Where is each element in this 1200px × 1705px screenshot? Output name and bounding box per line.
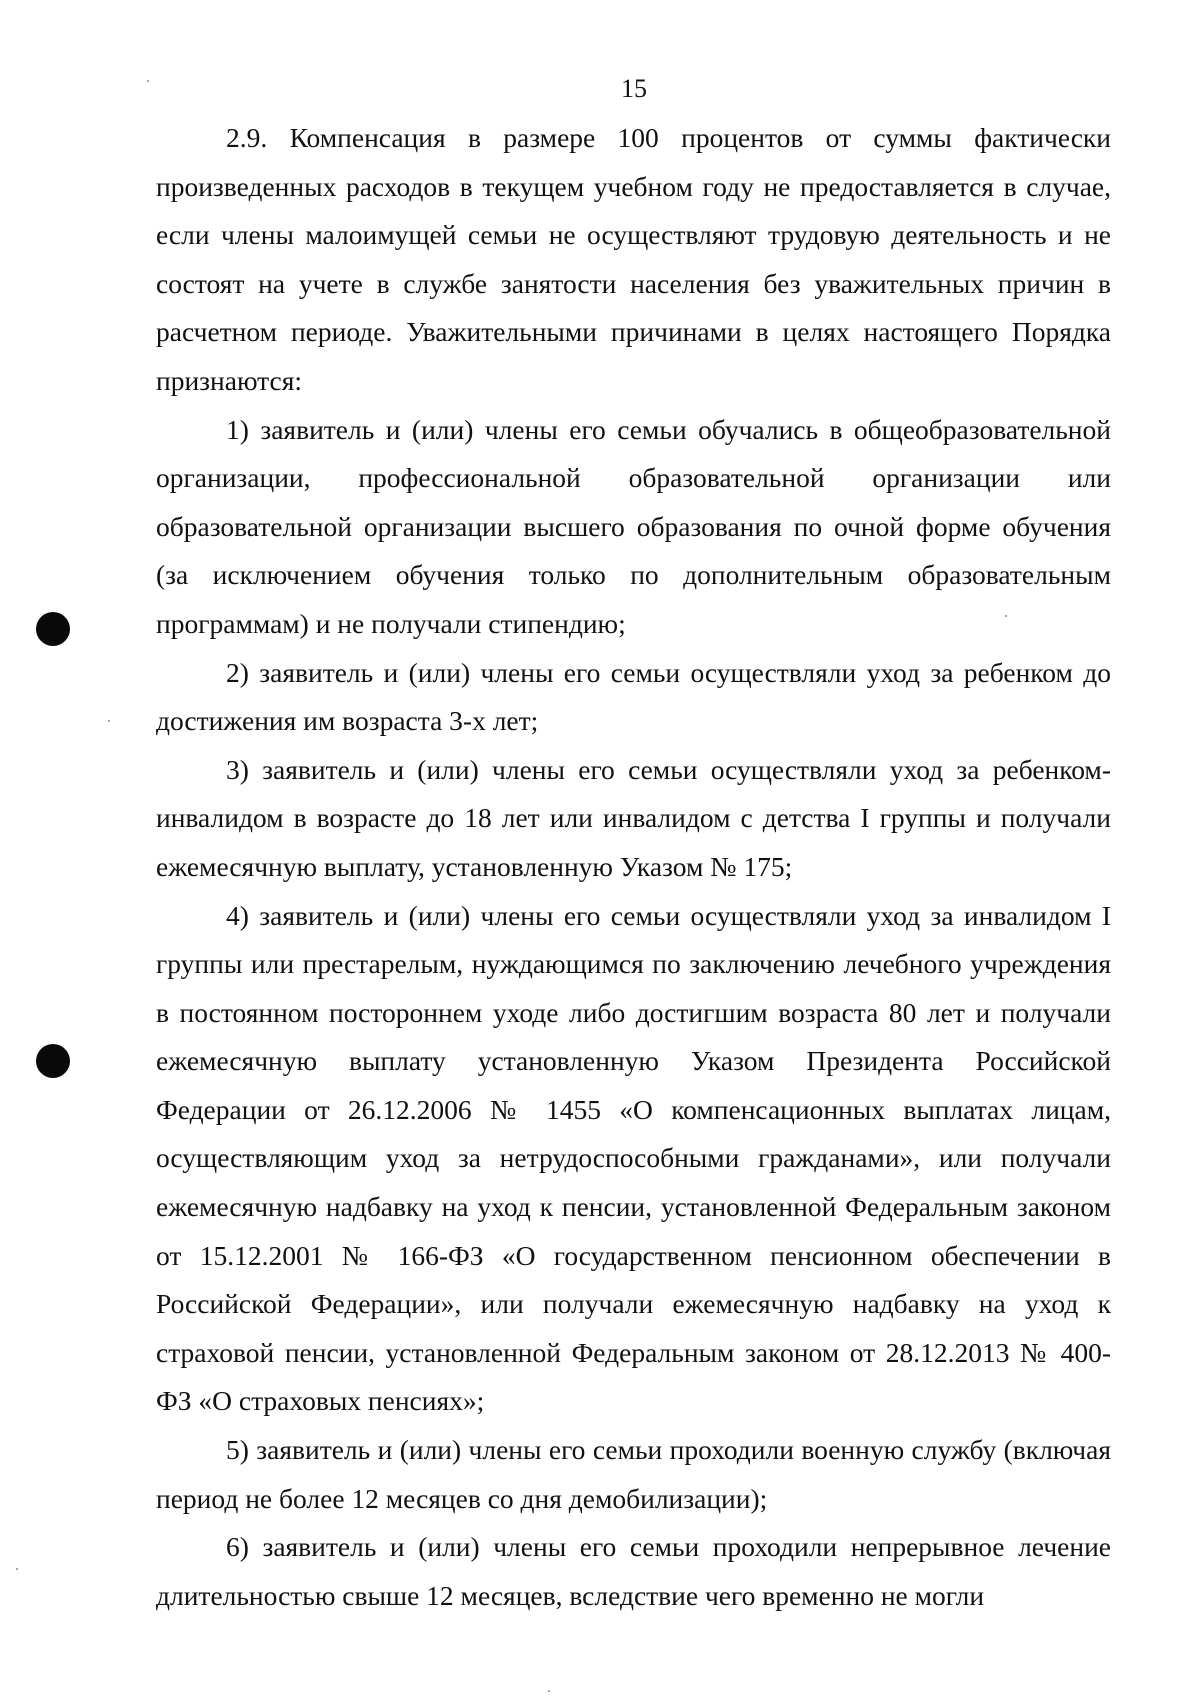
list-item-3: 3) заявитель и (или) члены его семьи осуществляли уход за ребенком-инвалидом в возрасте до 18 лет или инвалидом с детства I группы и получали ежемесячную выплату, установленную Указом № 175;	[156, 753, 1111, 882]
list-item-4: 4) заявитель и (или) члены его семьи осуществляли уход за инвалидом I группы или престарелым, нуждающимся по заключению лечебного учреждения в постоянном постороннем уходе либо достигшим возраста 80 лет и получали ежемесячную выплату установленную Указом Президента Российской Федерации от 26.12.2006 № 1455 «О компенсационных выплатах лицам, осуществляющим уход за нетрудоспособными гражданами», или получали ежемесячную надбавку на уход к пенсии, установленной Федеральным законом от 15.12.2001 № 166-ФЗ «О государственном пенсионном обеспечении в Российской Федерации», или получали ежемесячную надбавку на уход к страховой пенсии, установленной Федеральным законом от 28.12.2013 № 400-ФЗ «О страховых пенсиях»;	[156, 899, 1111, 1417]
punch-hole-bottom	[36, 1044, 70, 1078]
scan-speck	[548, 1690, 550, 1692]
scan-speck	[16, 1568, 18, 1570]
scan-speck	[147, 80, 149, 82]
scan-speck	[108, 720, 110, 722]
list-item-2: 2) заявитель и (или) члены его семьи осуществляли уход за ребенком до достижения им возраста 3-х лет;	[156, 656, 1111, 737]
document-body	[156, 114, 1111, 1620]
scan-speck	[1005, 615, 1007, 617]
list-item-1: 1) заявитель и (или) члены его семьи обучались в общеобразовательной организации, профессиональной образовательной организации или образовательной организации высшего образования по очной форме обучения (за исключением обучения только по дополнительным образовательным программам) и не получали стипендию;	[156, 413, 1111, 639]
page-number: 15	[621, 74, 647, 103]
list-item-5: 5) заявитель и (или) члены его семьи проходили военную службу (включая период не более 12 месяцев со дня демобилизации);	[156, 1434, 1111, 1514]
list-item-6: 6) заявитель и (или) члены его семьи проходили непрерывное лечение длительностью свыше 12 месяцев, вследствие чего временно не могли	[156, 1531, 1111, 1611]
paragraph-2-9: 2.9. Компенсация в размере 100 процентов от суммы фактически произведенных расходов в текущем учебном году не предоставляется в случае, если члены малоимущей семьи не осуществляют трудовую деятельность и не состоят на учете в службе занятости населения без уважительных причин в расчетном периоде. Уважительными причинами в целях настоящего Порядка признаются:	[156, 122, 1111, 396]
punch-hole-top	[36, 612, 70, 646]
